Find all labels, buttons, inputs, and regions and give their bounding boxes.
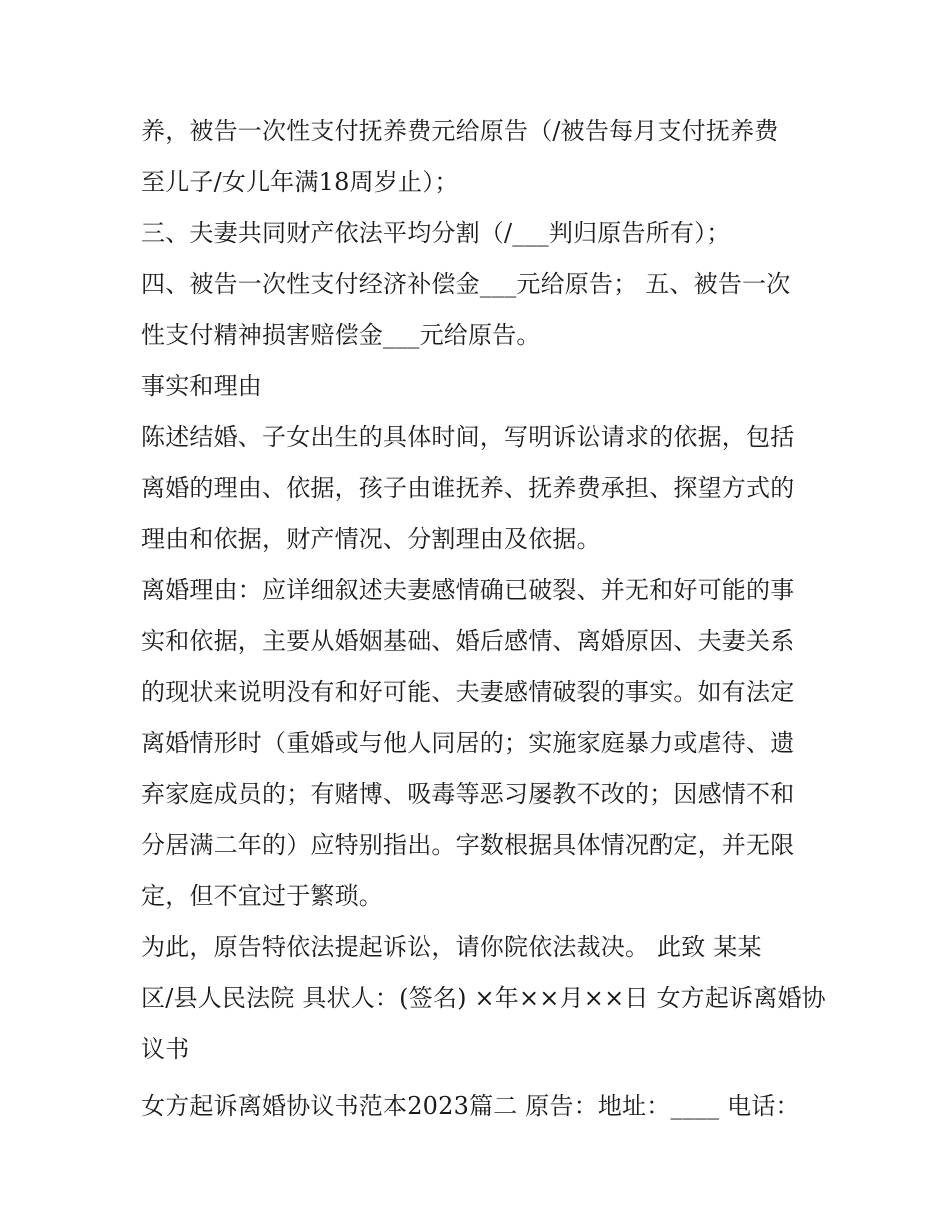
document-body <box>141 106 826 1132</box>
text-line: 为此，原告特依法提起诉讼，请你院依法裁决。 此致 某某 <box>141 933 762 961</box>
text-line: 陈述结婚、子女出生的具体时间，写明诉讼请求的依据，包括 <box>141 423 795 451</box>
text-line: 分居满二年的）应特别指出。字数根据具体情况酌定，并无限 <box>141 831 795 859</box>
text-line: 离婚的理由、依据，孩子由谁抚养、抚养费承担、探望方式的 <box>141 474 795 502</box>
text-line: 区/县人民法院 具状人：(签名) ×年××月××日 女方起诉离婚协 <box>141 984 826 1012</box>
text-line: 养，被告一次性支付抚养费元给原告（/被告每月支付抚养费 <box>141 117 779 145</box>
text-line: 弃家庭成员的；有赌博、吸毒等恶习屡教不改的；因感情不和 <box>141 780 795 808</box>
text-line: 四、被告一次性支付经济补偿金___元给原告； 五、被告一次 <box>141 270 791 298</box>
text-line: 离婚理由：应详细叙述夫妻感情确已破裂、并无和好可能的事 <box>141 576 795 604</box>
text-line: 女方起诉离婚协议书范本2023篇二 原告：地址：____ 电话： <box>141 1092 800 1120</box>
text-line: 理由和依据，财产情况、分割理由及依据。 <box>141 525 601 553</box>
text-line: 性支付精神损害赔偿金___元给原告。 <box>141 321 541 349</box>
section-heading: 事实和理由 <box>141 372 262 400</box>
text-line: 议书 <box>141 1035 190 1063</box>
text-line: 三、夫妻共同财产依法平均分割（/___判归原告所有）； <box>141 219 731 247</box>
text-line: 实和依据，主要从婚姻基础、婚后感情、离婚原因、夫妻关系 <box>141 627 795 655</box>
text-line: 离婚情形时（重婚或与他人同居的；实施家庭暴力或虐待、遗 <box>141 729 795 757</box>
text-line: 至儿子/女儿年满18周岁止）； <box>141 168 459 196</box>
text-line: 定，但不宜过于繁琐。 <box>141 882 383 910</box>
text-line: 的现状来说明没有和好可能、夫妻感情破裂的事实。如有法定 <box>141 678 795 706</box>
